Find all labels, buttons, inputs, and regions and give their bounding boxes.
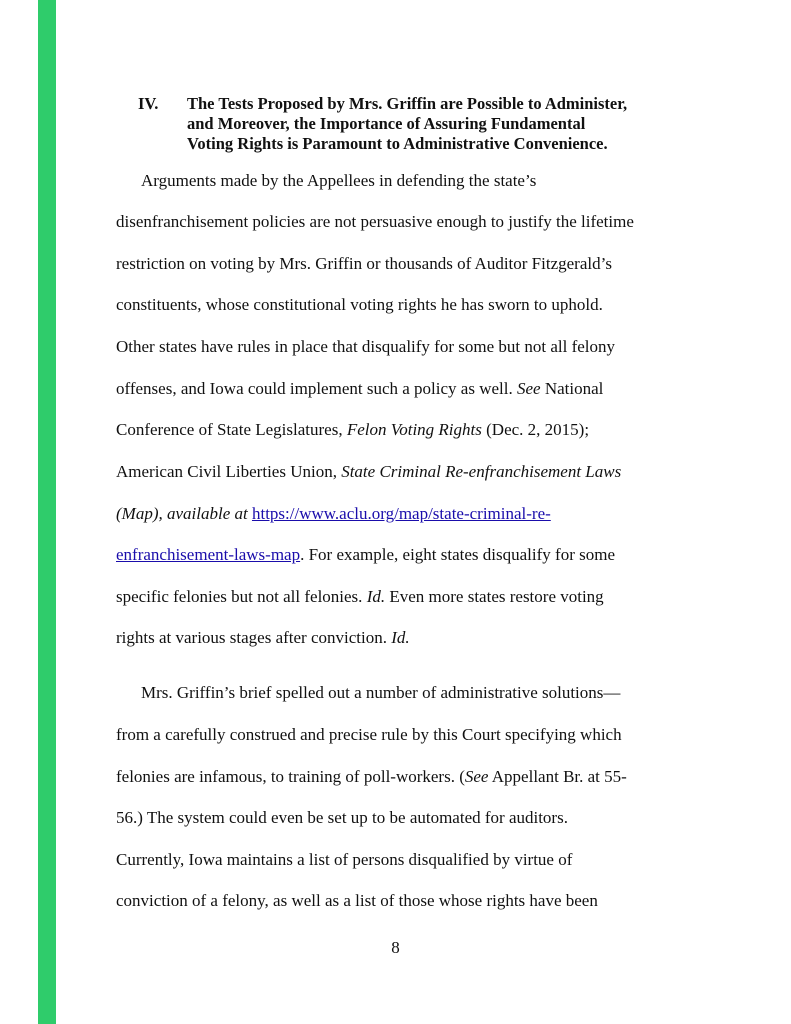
signal-see: See — [516, 379, 541, 398]
text-run: offenses, and Iowa could implement such a policy as well. — [116, 379, 517, 398]
signal-id: Id. — [366, 587, 386, 606]
body-line — [116, 628, 410, 648]
body-line — [116, 587, 604, 607]
citation-title: State Criminal Re-enfranchisement Laws — [341, 462, 622, 481]
body-line: conviction of a felony, as well as a list of those whose rights have been — [116, 891, 598, 910]
body-line: from a carefully construed and precise rule by this Court specifying which — [116, 725, 622, 744]
body-line: constituents, whose constitutional voting rights he has sworn to uphold. — [116, 295, 603, 314]
margin-bar — [38, 0, 56, 1024]
body-line — [116, 462, 621, 482]
body-line — [116, 420, 589, 440]
text-run: specific felonies but not all felonies. — [116, 587, 367, 606]
body-line — [116, 545, 615, 565]
section-number: IV. — [138, 94, 159, 113]
section-title-line: and Moreover, the Importance of Assuring Fundamental — [187, 114, 586, 133]
section-title — [187, 94, 627, 154]
text-run: Even more states restore voting — [385, 587, 604, 606]
body-line — [116, 379, 603, 399]
text-run: . For example, eight states disqualify for some — [300, 545, 616, 564]
aclu-map-link[interactable]: https://www.aclu.org/map/state-criminal-re- — [251, 504, 551, 523]
body-line: 56.) The system could even be set up to be automated for auditors. — [116, 808, 568, 827]
body-line: disenfranchisement policies are not persuasive enough to justify the lifetime — [116, 212, 634, 231]
text-run: (Dec. 2, 2015); — [481, 420, 590, 439]
citation-title: (Map), available at — [116, 504, 248, 523]
text-run: National — [540, 379, 604, 398]
body-line — [116, 504, 551, 524]
body-line: Mrs. Griffin’s brief spelled out a number of administrative solutions— — [141, 683, 621, 702]
body-line: Other states have rules in place that disqualify for some but not all felony — [116, 337, 616, 356]
page-number: 8 — [391, 938, 400, 957]
body-line: Arguments made by the Appellees in defending the state’s — [141, 171, 537, 190]
body-line — [116, 767, 627, 787]
citation-title: Felon Voting Rights — [346, 420, 482, 439]
section-title-line: The Tests Proposed by Mrs. Griffin are Possible to Administer, — [187, 94, 628, 113]
text-run: Conference of State Legislatures, — [116, 420, 347, 439]
signal-id: Id. — [391, 628, 410, 647]
aclu-map-link-continued[interactable]: enfranchisement-laws-map — [116, 545, 301, 564]
signal-see: See — [464, 767, 489, 786]
body-line: restriction on voting by Mrs. Griffin or thousands of Auditor Fitzgerald’s — [116, 254, 612, 273]
text-run: American Civil Liberties Union, — [116, 462, 342, 481]
section-title-line: Voting Rights is Paramount to Administrative Convenience. — [187, 134, 608, 153]
body-line: Currently, Iowa maintains a list of persons disqualified by virtue of — [116, 850, 573, 869]
text-run: Appellant Br. at 55- — [488, 767, 627, 786]
text-run: felonies are infamous, to training of poll-workers. ( — [116, 767, 465, 786]
text-run: rights at various stages after conviction. — [116, 628, 392, 647]
